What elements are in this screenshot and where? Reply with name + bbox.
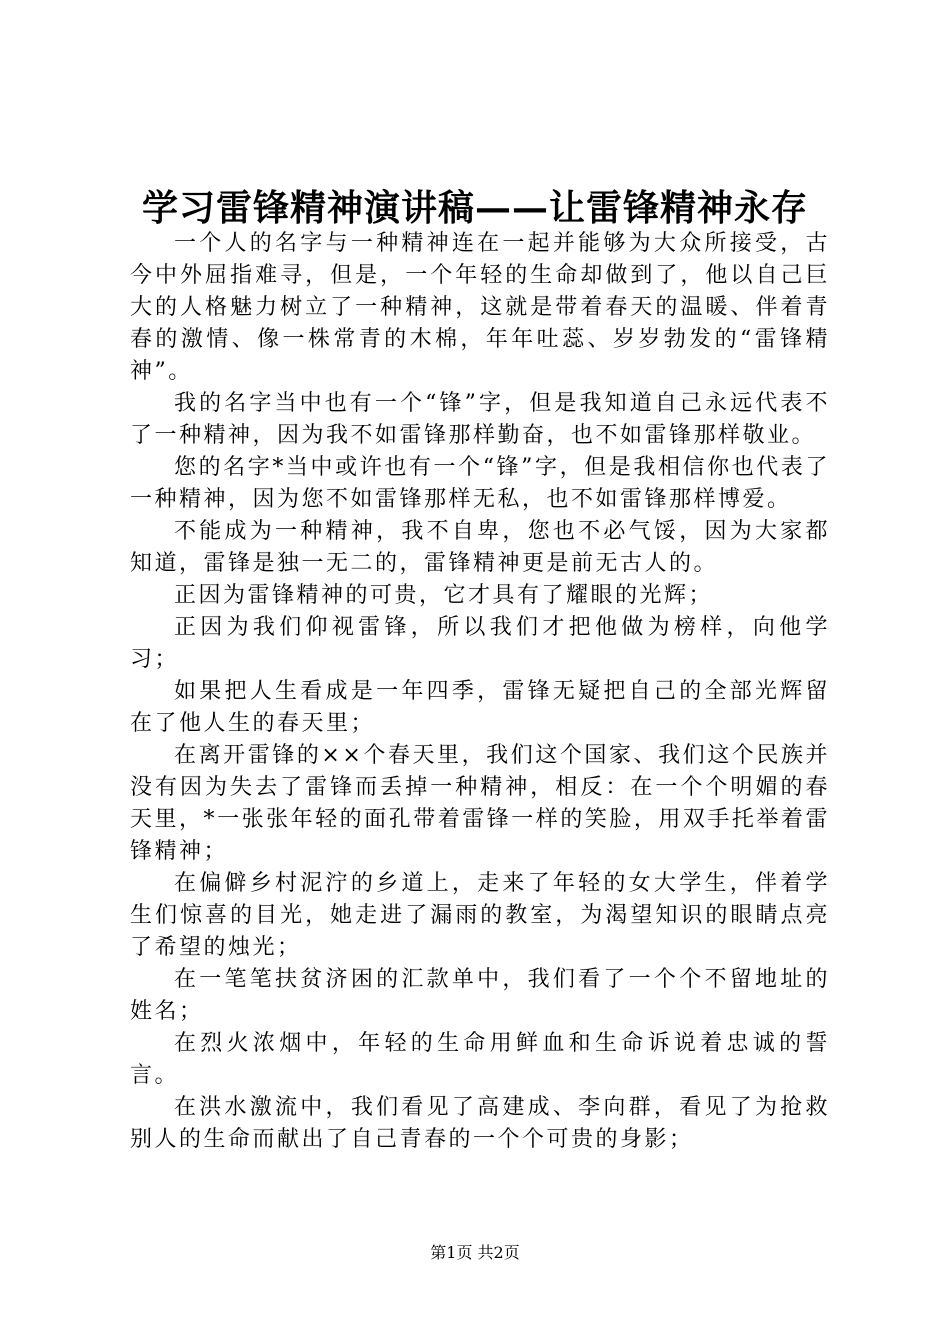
paragraph: 在一笔笔扶贫济困的汇款单中，我们看了一个个不留地址的姓名；	[130, 967, 830, 1024]
paragraph: 如果把人生看成是一年四季，雷锋无疑把自己的全部光辉留在了他人生的春天里；	[130, 679, 830, 736]
page-number: 第1页 共2页	[430, 1243, 520, 1262]
paragraph: 我的名字当中也有一个“锋”字，但是我知道自己永远代表不了一种精神，因为我不如雷锋那样勤奋，也不如雷锋那样敬业。	[130, 391, 830, 448]
document-title: 学习雷锋精神演讲稿——让雷锋精神永存	[141, 187, 808, 229]
paragraph: 一个人的名字与一种精神连在一起并能够为大众所接受，古今中外屈指难寻，但是，一个年轻的生命却做到了，他以自己巨大的人格魅力树立了一种精神，这就是带着春天的温暖、伴着青春的激情、像一株常青的木棉，年年吐蕊、岁岁勃发的“雷锋精神”。	[130, 231, 830, 384]
document-body	[130, 228, 830, 1156]
paragraph: 在偏僻乡村泥泞的乡道上，走来了年轻的女大学生，伴着学生们惊喜的目光，她走进了漏雨的教室，为渴望知识的眼睛点亮了希望的烛光；	[130, 871, 830, 960]
paragraph: 在离开雷锋的××个春天里，我们这个国家、我们这个民族并没有因为失去了雷锋而丢掉一种精神，相反：在一个个明媚的春天里，*一张张年轻的面孔带着雷锋一样的笑脸，用双手托举着雷锋精神；	[130, 743, 830, 864]
paragraph: 在烈火浓烟中，年轻的生命用鲜血和生命诉说着忠诚的誓言。	[130, 1031, 830, 1088]
page-footer	[0, 1243, 950, 1263]
paragraph: 正因为雷锋精神的可贵，它才具有了耀眼的光辉；	[174, 583, 714, 608]
paragraph: 不能成为一种精神，我不自卑，您也不必气馁，因为大家都知道，雷锋是独一无二的，雷锋精神更是前无古人的。	[130, 519, 830, 576]
paragraph: 您的名字*当中或许也有一个“锋”字，但是我相信你也代表了一种精神，因为您不如雷锋那样无私，也不如雷锋那样博爱。	[130, 455, 830, 512]
paragraph: 在洪水激流中，我们看见了高建成、李向群，看见了为抢救别人的生命而献出了自己青春的一个个可贵的身影；	[130, 1095, 830, 1152]
paragraph: 正因为我们仰视雷锋，所以我们才把他做为榜样，向他学习；	[130, 615, 830, 672]
